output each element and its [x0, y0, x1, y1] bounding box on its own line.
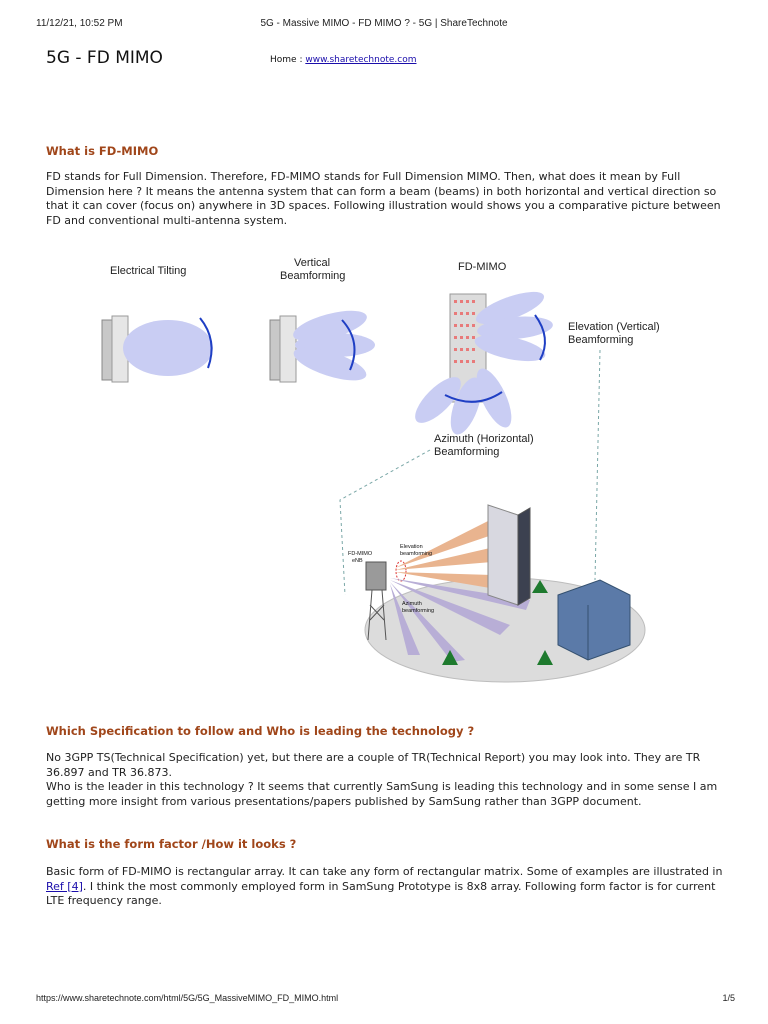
small-enb-2: eNB	[352, 558, 363, 564]
page-title: 5G - FD MIMO	[46, 48, 163, 68]
label-vertical-2: Beamforming	[280, 270, 346, 282]
small-elev-2: beamforming	[400, 551, 433, 557]
home-label: Home :	[270, 55, 306, 65]
print-page-number: 1/5	[722, 993, 735, 1003]
home-nav	[270, 55, 417, 65]
small-elev-1: Elevation	[400, 544, 423, 550]
paragraph-specification-2: Who is the leader in this technology ? It seems that currently SamSung is leading this technology and in some sense I am getting more insight from various presentations/papers published by SamSung rather than 3GPP document.	[46, 780, 718, 808]
label-elevation-2: Beamforming	[568, 334, 634, 346]
label-azimuth-1: Azimuth (Horizontal)	[434, 433, 534, 445]
paragraph-what-is-fdmimo: FD stands for Full Dimension. Therefore, FD-MIMO stands for Full Dimension MIMO. Then, what does it mean by Full Dimension here ? It means the antenna system that can form a beam (beams) in both horizontal and vertical direction so that it can cover (focus on) anywhere in 3D spaces. Following illustration would shows you a comparative picture between FD and conventional multi-antenna system.	[46, 170, 721, 227]
label-elevation-1: Elevation (Vertical)	[568, 321, 660, 333]
form-factor-text-b: . I think the most commonly employed form in SamSung Prototype is 8x8 array. Following form factor is for current LTE frequency range.	[46, 879, 716, 907]
antenna-panel-vertical	[270, 316, 296, 382]
section-heading-form-factor: What is the form factor /How it looks ?	[46, 837, 297, 851]
dashed-leader-elevation	[595, 350, 600, 580]
small-azim-2: beamforming	[402, 608, 435, 614]
label-azimuth-2: Beamforming	[434, 446, 500, 458]
print-title: 5G - Massive MIMO - FD MIMO ? - 5G | ShareTechnote	[260, 18, 508, 29]
print-url: https://www.sharetechnote.com/html/5G/5G_MassiveMIMO_FD_MIMO.html	[36, 993, 339, 1003]
label-electrical-tilting: Electrical Tilting	[110, 265, 187, 277]
fdmimo-illustration	[90, 250, 690, 700]
small-azim-1: Azimuth	[402, 601, 422, 607]
tall-building	[488, 505, 530, 605]
section-heading-what-is-fdmimo: What is FD-MIMO	[46, 144, 159, 158]
broad-beam	[123, 320, 213, 376]
vertical-beams	[290, 305, 375, 388]
section-heading-specification: Which Specification to follow and Who is leading the technology ?	[46, 724, 475, 738]
paragraph-form-factor	[46, 865, 736, 909]
paragraph-specification-1: No 3GPP TS(Technical Specification) yet, but there are a couple of TR(Technical Report) you may look into. They are TR 36.897 and TR 36.873.	[46, 751, 701, 779]
ref-4-link[interactable]: Ref [4]	[46, 879, 83, 893]
small-enb-1: FD-MIMO	[348, 551, 373, 557]
home-link[interactable]: www.sharetechnote.com	[305, 55, 417, 65]
office-building	[558, 580, 630, 660]
label-fdmimo: FD-MIMO	[458, 261, 507, 273]
fdmimo-figure-svg	[90, 250, 690, 700]
form-factor-text-a: Basic form of FD-MIMO is rectangular array. It can take any form of rectangular matrix. Some of examples are illustrated in	[46, 865, 723, 878]
label-vertical-1: Vertical	[294, 257, 331, 269]
print-datetime: 11/12/21, 10:52 PM	[36, 18, 123, 29]
